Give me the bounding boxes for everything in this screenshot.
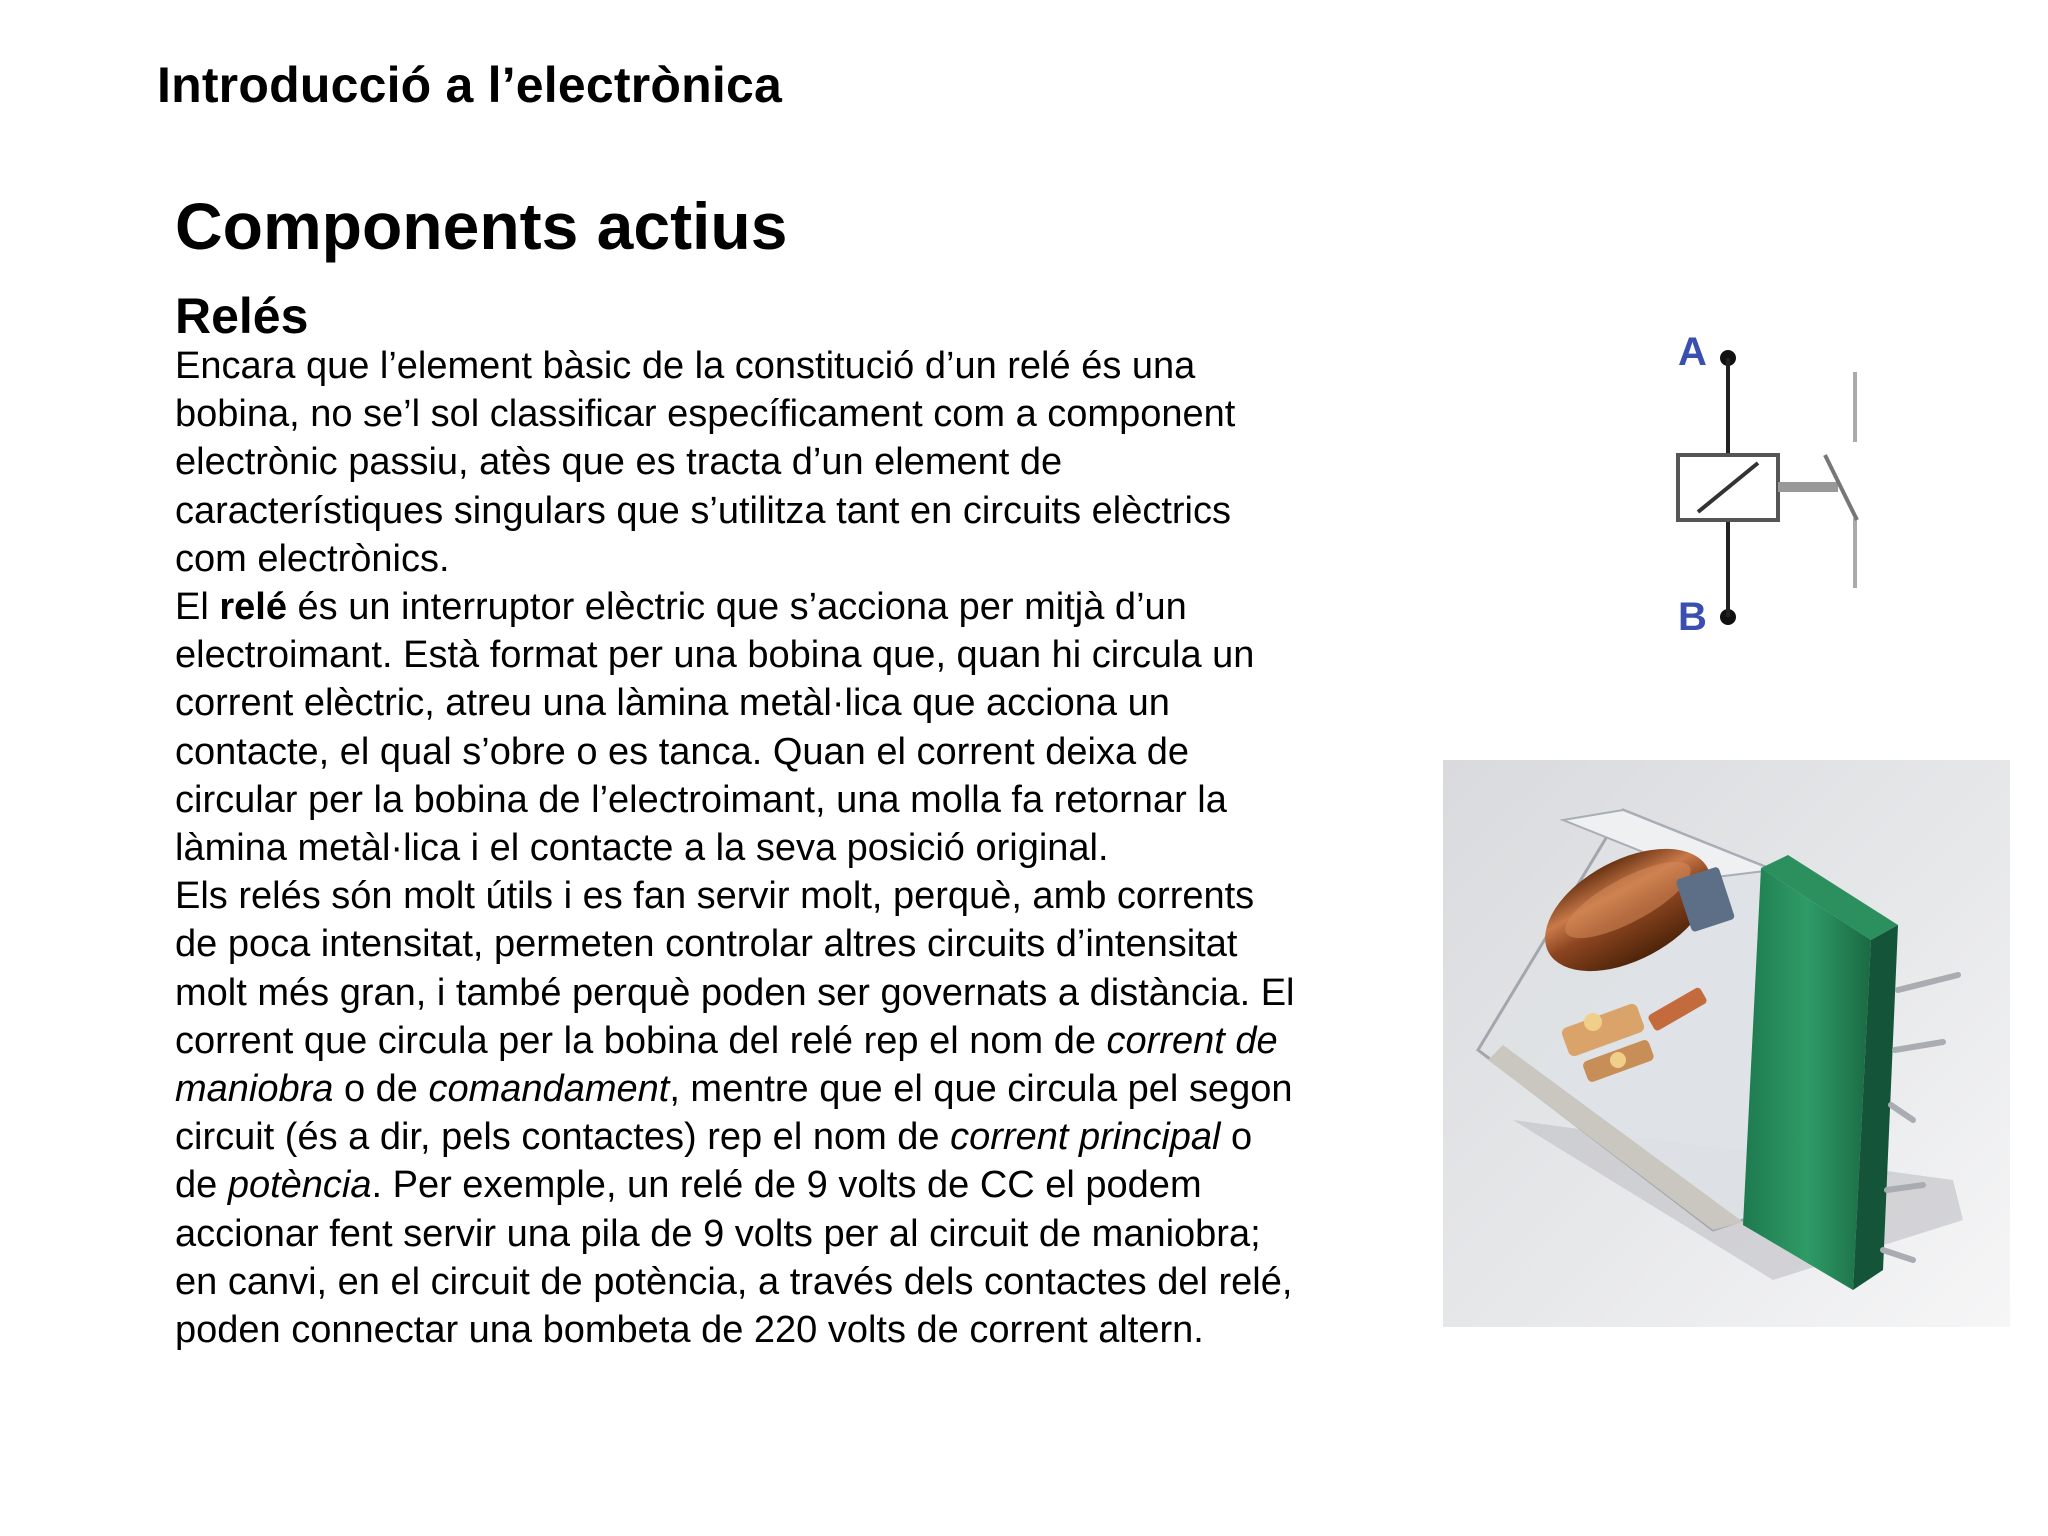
paragraph-1	[175, 342, 1405, 583]
text-line: El relé és un interruptor elèctric que s’acciona per mitjà d’un	[175, 586, 1187, 629]
terminal-b-label: B	[1678, 595, 1707, 639]
text-line: en canvi, en el circuit de potència, a través dels contactes del relé,	[175, 1260, 1293, 1303]
text-line: circular per la bobina de l’electroimant, una molla fa retornar la	[175, 778, 1227, 821]
text-line: electroimant. Està format per una bobina que, quan hi circula un	[175, 634, 1255, 677]
text-line: corrent elèctric, atreu una làmina metàl·lica que acciona un	[175, 682, 1170, 725]
bold-term-rele: relé	[219, 586, 287, 629]
text-line: característiques singulars que s’utilitza tant en circuits elèctrics	[175, 489, 1232, 532]
italic-term: corrent principal	[950, 1116, 1221, 1159]
relay-photo	[1443, 760, 2010, 1327]
text-line: molt més gran, i també perquè poden ser governats a distància. El	[175, 971, 1295, 1014]
paragraph-2	[175, 583, 1405, 872]
text-line: de poca intensitat, permeten controlar altres circuits d’intensitat	[175, 923, 1238, 966]
text-line: contacte, el qual s’obre o es tanca. Quan el corrent deixa de	[175, 730, 1189, 773]
text-line: circuit (és a dir, pels contactes) rep el nom de corrent principal o	[175, 1116, 1253, 1159]
text-line: làmina metàl·lica i el contacte a la seva posició original.	[175, 827, 1109, 870]
relay-symbol-diagram	[1660, 330, 1900, 650]
italic-term: maniobra	[175, 1068, 334, 1111]
green-header	[1743, 868, 1871, 1290]
body-text	[175, 342, 1405, 1354]
paragraph-3	[175, 872, 1405, 1354]
text-line: corrent que circula per la bobina del relé rep el nom de corrent de	[175, 1019, 1278, 1062]
italic-term: comandament	[428, 1068, 670, 1111]
text-line: electrònic passiu, atès que es tracta d’un element de	[175, 441, 1063, 484]
text-line: accionar fent servir una pila de 9 volts per al circuit de maniobra;	[175, 1212, 1261, 1255]
text-line: Encara que l’element bàsic de la constitució d’un relé és una	[175, 345, 1196, 387]
text-line: de potència. Per exemple, un relé de 9 volts de CC el podem	[175, 1164, 1202, 1207]
section-title: Components actius	[175, 189, 788, 263]
text-line: bobina, no se’l sol classificar específicament com a component	[175, 393, 1236, 436]
text-line: poden connectar una bombeta de 220 volts de corrent altern.	[175, 1309, 1204, 1352]
terminal-a-label: A	[1678, 330, 1707, 374]
italic-term: potència	[227, 1164, 372, 1207]
text-line: Els relés són molt útils i es fan servir molt, perquè, amb corrents	[175, 875, 1255, 918]
header-title: Introducció a l’electrònica	[157, 57, 783, 113]
text-line: com electrònics.	[175, 537, 450, 580]
italic-term: corrent de	[1106, 1019, 1278, 1062]
subsection-title: Relés	[175, 288, 309, 344]
text-line: maniobra o de comandament, mentre que el que circula pel segon	[175, 1068, 1293, 1111]
